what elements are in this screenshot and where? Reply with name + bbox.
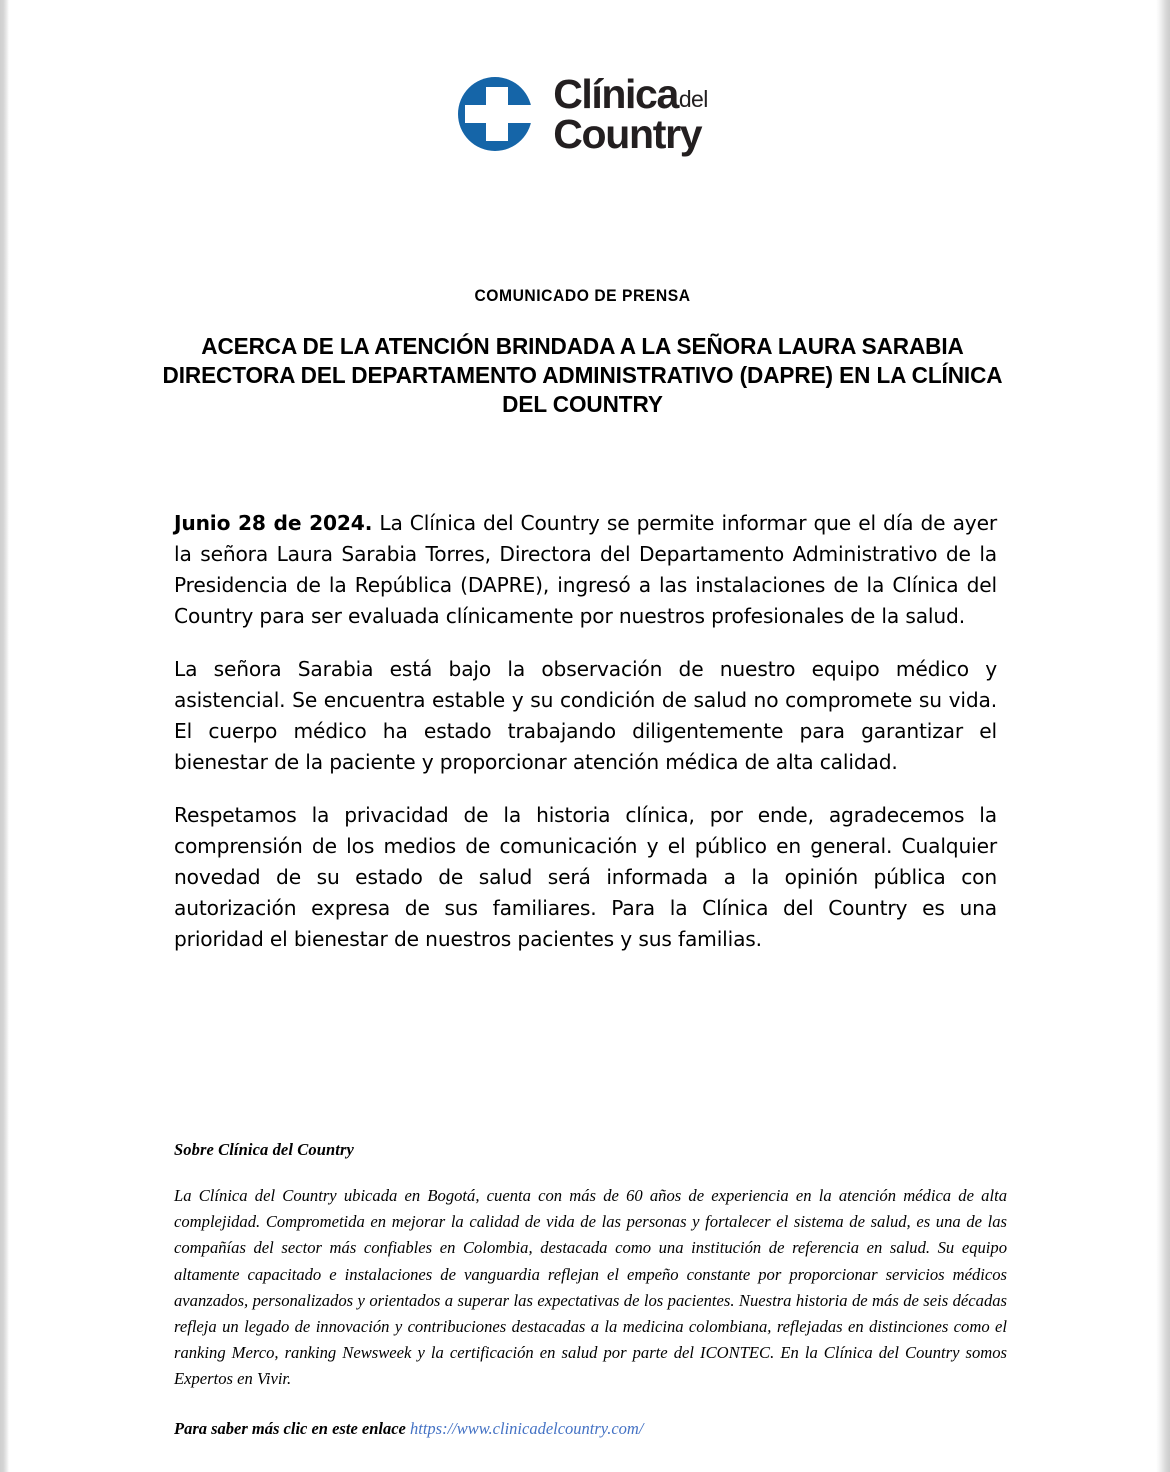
paragraph-3-text: Respetamos la privacidad de la historia clínica, por ende, agradecemos la comprensión de los medios de comunicación y el público en general. Cualquier novedad de su estado de salud será informada a la opinión pública con autorización expresa de sus familiares. Para la Clínica del Country es una prioridad el bienestar de nuestros pacientes y sus familias. <box>174 803 997 951</box>
footer-paragraph: La Clínica del Country ubicada en Bogotá, cuenta con más de 60 años de experiencia en la atención médica de alta complejidad. Comprometida en mejorar la calidad de vida de las personas y fortalecer el sistema de salud, es una de las compañías del sector más confiables en Colombia, destacada como una institución de referencia en salud. Su equipo altamente capacitado e instalaciones de vanguardia reflejan el empeño constante por proporcionar servicios médicos avanzados, personalizados y orientados a superar las expectativas de los pacientes. Nuestra historia de más de seis décadas refleja un legado de innovación y contribuciones destacadas a la medicina colombiana, reflejadas en distinciones como el ranking Merco, ranking Newsweek y la certificación en salud por parte del ICONTEC. En la Clínica del Country somos Expertos en Vivir. <box>174 1186 1007 1389</box>
footer-link-prefix: Para saber más clic en este enlace <box>174 1418 410 1438</box>
footer-heading: Sobre Clínica del Country <box>174 1140 354 1159</box>
paragraph-1-lead: Junio 28 de 2024. <box>174 511 373 535</box>
logo-word-country: Country <box>553 111 702 157</box>
blue-circle-white-cross-icon <box>457 74 537 154</box>
logo-word-del: del <box>678 85 708 112</box>
clinica-website-link[interactable]: https://www.clinicadelcountry.com/ <box>410 1418 644 1438</box>
logo-word-clinica: Clínica <box>553 70 678 117</box>
page-title: ACERCA DE LA ATENCIÓN BRINDADA A LA SEÑORA LAURA SARABIA DIRECTORA DEL DEPARTAMENTO ADMINISTRATIVO (DAPRE) EN LA CLÍNICA DEL COUNTRY <box>162 333 1003 417</box>
paragraph-1-text: La Clínica del Country se permite informar que el día de ayer la señora Laura Sarabia Torres, Directora del Departamento Administrativo de la Presidencia de la República (DAPRE), ingresó a las instalaciones de la Clínica del Country para ser evaluada clínicamente por nuestros profesionales de la salud. <box>174 511 998 628</box>
document-page <box>9 0 1156 1472</box>
logo <box>9 70 1156 157</box>
page-edge-left <box>0 0 9 1472</box>
body-content <box>174 508 997 955</box>
page-edge-right <box>1156 0 1170 1472</box>
footer-about-section <box>174 1140 1007 1439</box>
paragraph-1 <box>174 508 997 632</box>
press-release-kicker: COMUNICADO DE PRENSA <box>474 286 691 305</box>
paragraph-2 <box>174 654 997 778</box>
paragraph-2-text: La señora Sarabia está bajo la observación de nuestro equipo médico y asistencial. Se encuentra estable y su condición de salud no compromete su vida. El cuerpo médico ha estado trabajando diligentemente para garantizar el bienestar de la paciente y proporcionar atención médica de alta calidad. <box>174 657 997 774</box>
footer-link-line <box>174 1419 1007 1439</box>
paragraph-3 <box>174 800 997 955</box>
